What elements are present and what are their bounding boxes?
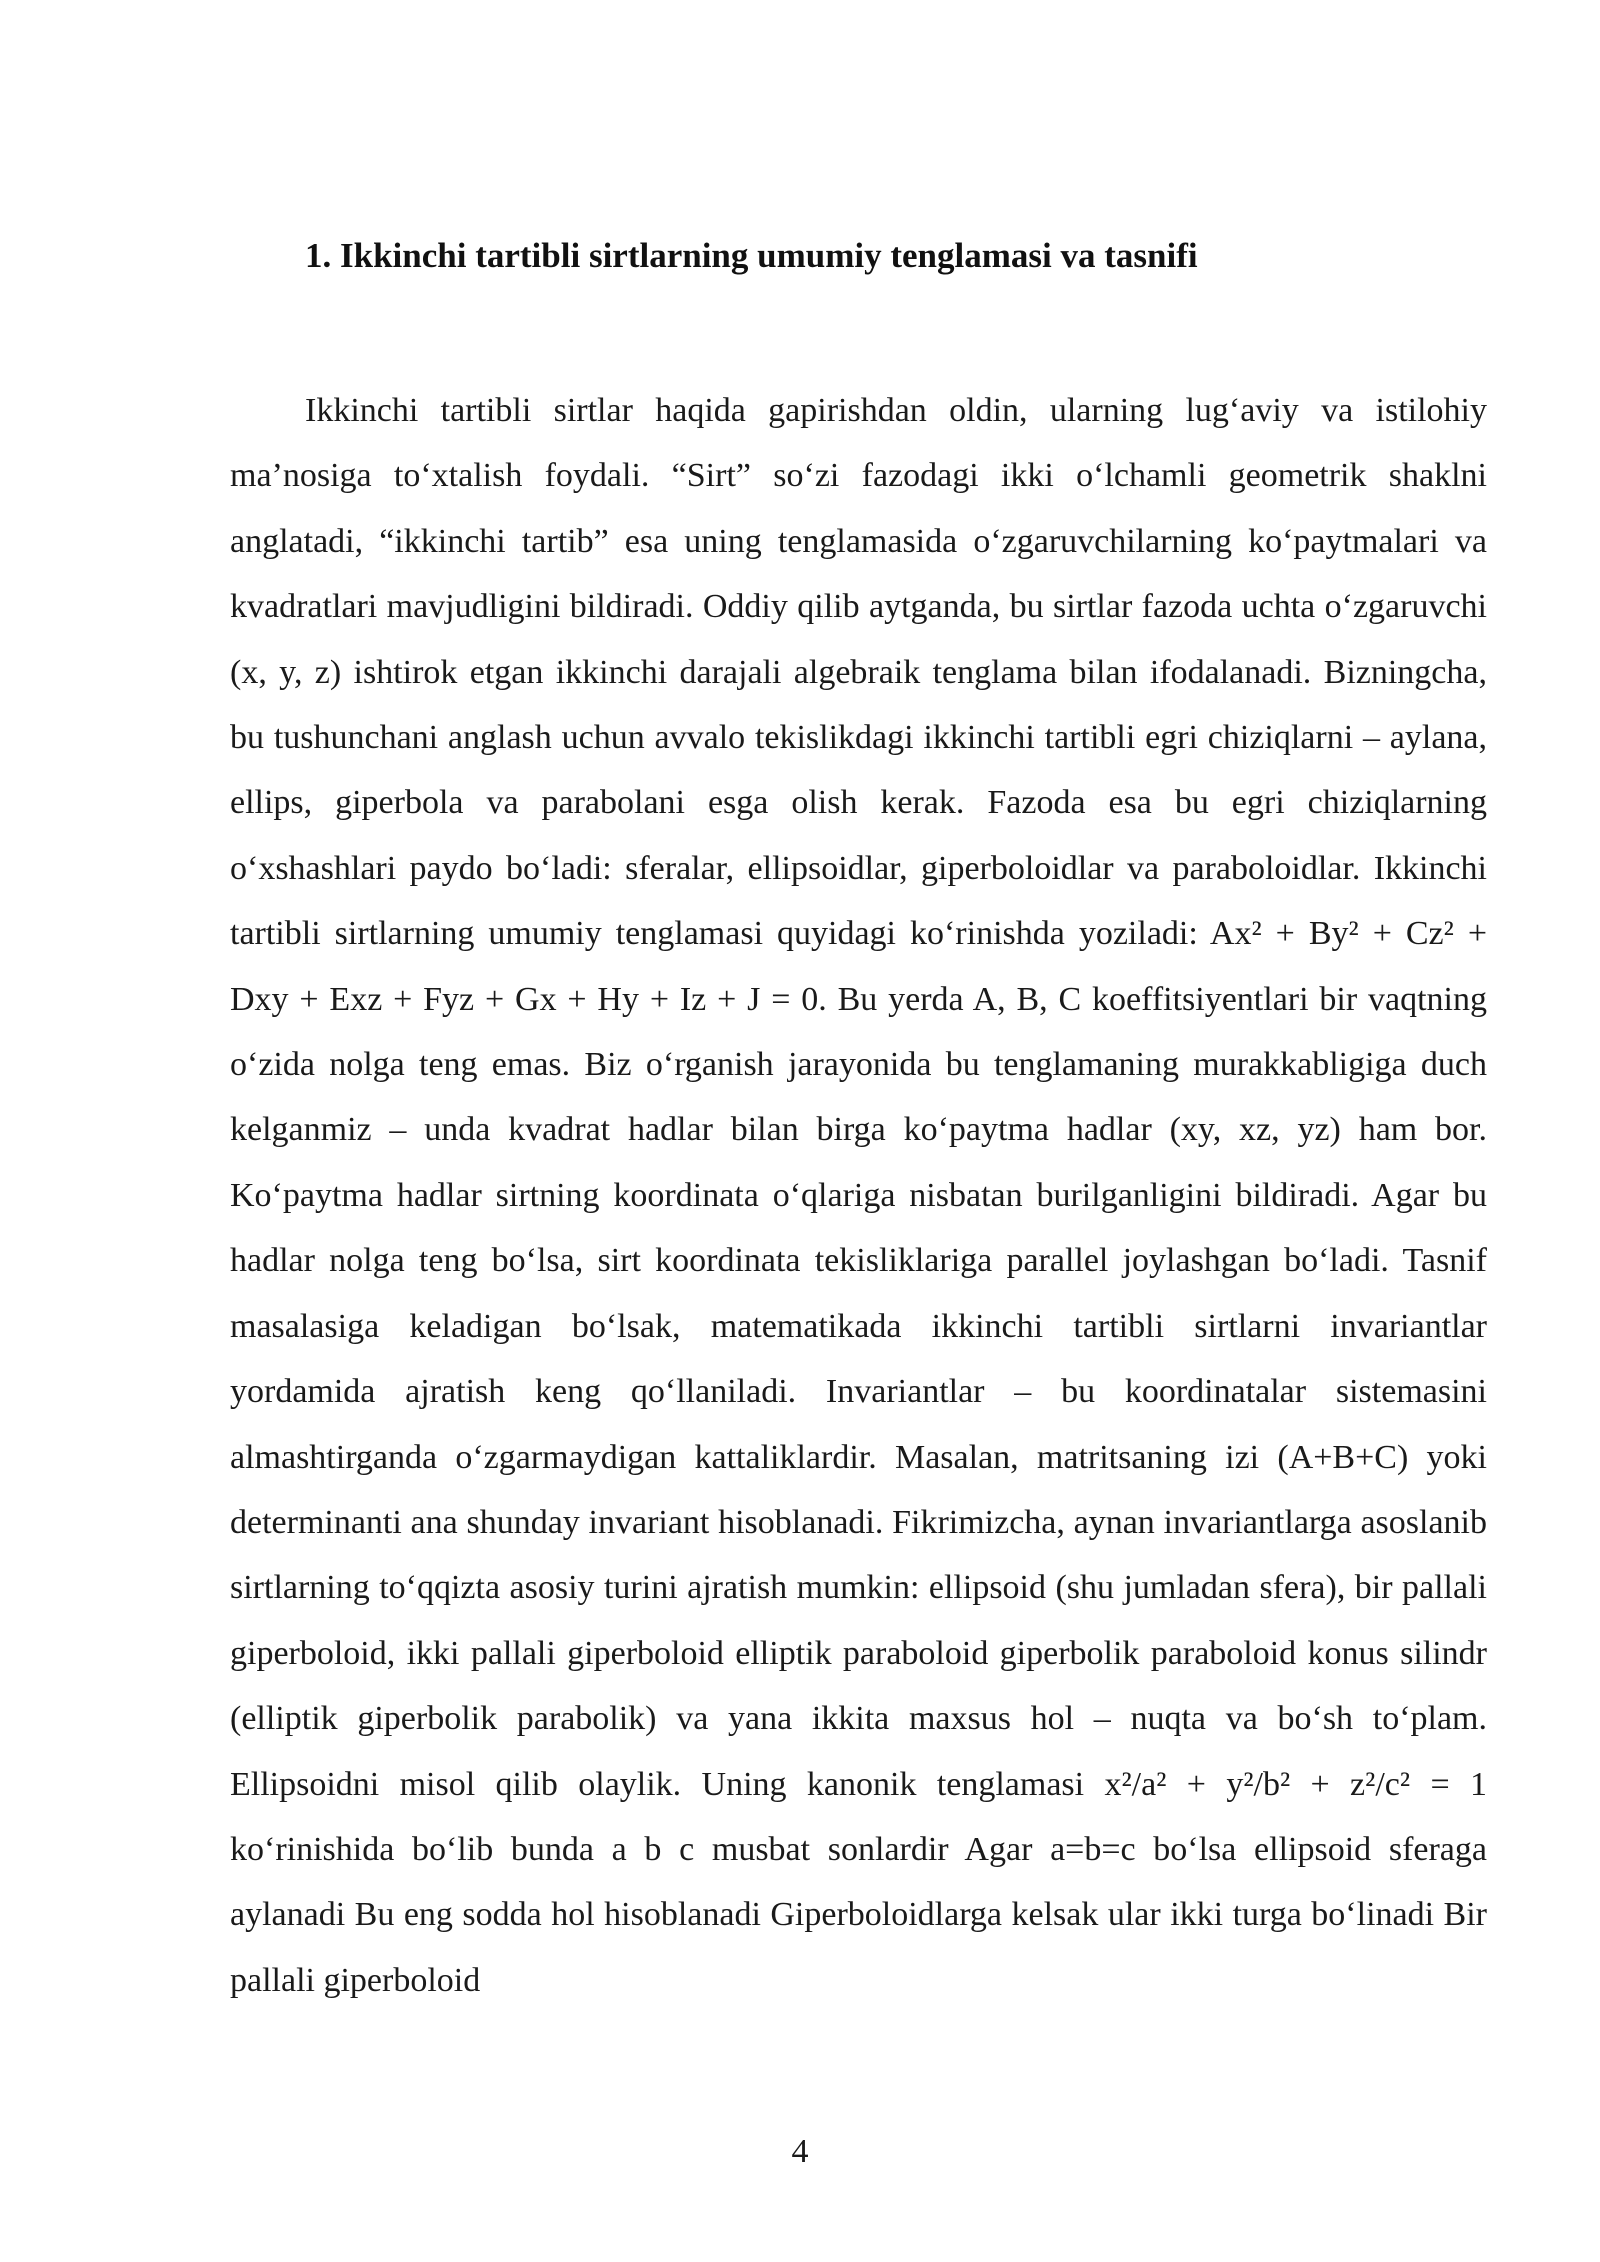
body-paragraph: Ikkinchi tartibli sirtlar haqida gapirishdan oldin, ularning lug‘aviy va istilohiy ma’nosiga to‘xtalish foydali. “Sirt” so‘zi fazodagi ikki o‘lchamli geometrik shaklni anglatadi, “ikkinchi tartib” esa uning tenglamasida o‘zgaruvchilarning ko‘paytmalari va kvadratlari mavjudligini bildiradi. Oddiy qilib aytganda, bu sirtlar fazoda uchta o‘zgaruvchi (x, y, z) ishtirok etgan ikkinchi darajali algebraik tenglama bilan ifodalanadi. Bizningcha, bu tushunchani anglash uchun avvalo tekislikdagi ikkinchi tartibli egri chiziqlarni – aylana, ellips, giperbola va parabolani esga olish kerak. Fazoda esa bu egri chiziqlarning o‘xshashlari paydo bo‘ladi: sferalar, ellipsoidlar, giperboloidlar va paraboloidlar. Ikkinchi tartibli sirtlarning umumiy tenglamasi quyidagi ko‘rinishda yoziladi: Ax² + By² + Cz² + Dxy + Exz + Fyz + Gx + Hy + Iz + J = 0. Bu yerda A, B, C koeffitsiyentlari bir vaqtning o‘zida nolga teng emas. Biz o‘rganish jarayonida bu tenglamaning murakkabligiga duch kelganmiz – unda kvadrat hadlar bilan birga ko‘paytma hadlar (xy, xz, yz) ham bor. Ko‘paytma hadlar sirtning koordinata o‘qlariga nisbatan burilganligini bildiradi. Agar bu hadlar nolga teng bo‘lsa, sirt koordinata tekisliklariga parallel joylashgan bo‘ladi. Tasnif masalasiga keladigan bo‘lsak, matematikada ikkinchi tartibli sirtlarni invariantlar yordamida ajratish keng qo‘llaniladi. Invariantlar – bu koordinatalar sistemasini almashtirganda o‘zgarmaydigan kattaliklardir. Masalan, matritsaning izi (A+B+C) yoki determinanti ana shunday invariant hisoblanadi. Fikrimizcha, aynan invariantlarga asoslanib sirtlarning to‘qqizta asosiy turini ajratish mumkin: ellipsoid (shu jumladan sfera), bir pallali giperboloid, ikki pallali giperboloid elliptik paraboloid giperbolik paraboloid konus silindr (elliptik giperbolik parabolik) va yana ikkita maxsus hol – nuqta va bo‘sh to‘plam. Ellipsoidni misol qilib olaylik. Uning kanonik tenglamasi x²/a² + y²/b² + z²/c² = 1 ko‘rinishida bo‘lib bunda a b c musbat sonlardir Agar a=b=c bo‘lsa ellipsoid sferaga aylanadi Bu eng sodda hol hisoblanadi Giperboloidlarga kelsak ular ikki turga bo‘linadi Bir pallali giperboloid [230, 392, 1487, 1999]
page-number: 4 [791, 2133, 809, 2170]
section-heading: 1. Ikkinchi tartibli sirtlarning umumiy tenglamasi va tasnifi [305, 236, 1198, 275]
